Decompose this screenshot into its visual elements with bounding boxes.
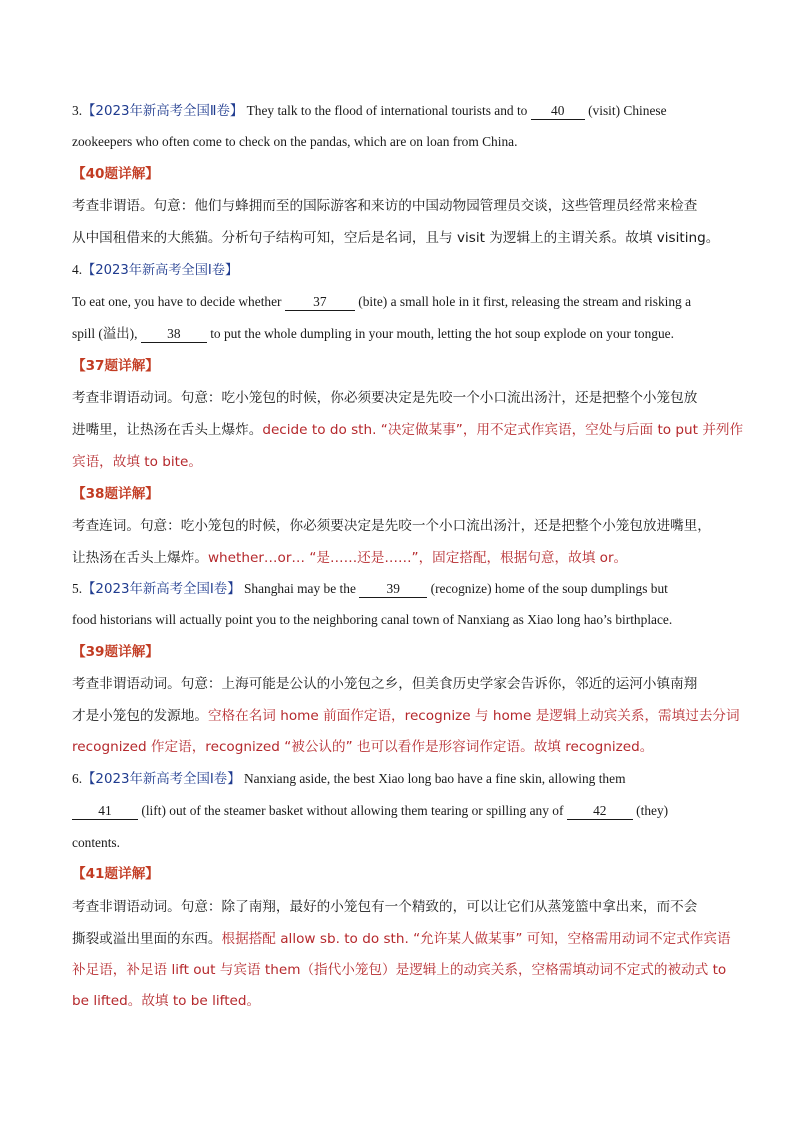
explanation-41-line-3: 补足语，补足语 lift out 与宾语 them（指代小笼包）是逻辑上的动宾关系，空格需填动词不定式的被动式 to <box>72 962 727 978</box>
q4-line-2: spill (溢出), 38 to put the whole dumpling in your mouth, letting the hot soup explode on your tongue. <box>72 326 674 341</box>
q3-line-1 <box>72 101 724 122</box>
q6-line-3: contents. <box>72 835 120 850</box>
question-number: 6. <box>72 771 83 786</box>
q3-line-2: zookeepers who often come to check on the pandas, which are on loan from China. <box>72 134 518 149</box>
answer-blank-39[interactable]: 39 <box>359 581 427 598</box>
q4-heading <box>72 260 724 281</box>
question-text: (visit) Chinese <box>588 103 667 118</box>
explanation-heading-37: 【37题详解】 <box>72 358 159 374</box>
source-tag: 【2023年新高考全国Ⅰ卷】 <box>82 582 241 597</box>
q5-line-1: 5.【2023年新高考全国Ⅰ卷】 Shanghai may be the 39 (recognize) home of the soup dumplings but <box>72 581 668 597</box>
explanation-39-line-1: 考查非谓语动词。句意：上海可能是公认的小笼包之乡，但美食历史学家会告诉你，邻近的运河小镇南翔 <box>72 676 698 692</box>
explanation-heading-38: 【38题详解】 <box>72 486 159 502</box>
q5-line-2: food historians will actually point you to the neighboring canal town of Nanxiang as Xiao long hao’s birthplace. <box>72 612 673 627</box>
answer-blank-42[interactable]: 42 <box>567 803 633 820</box>
source-tag: 【2023年新高考全国Ⅰ卷】 <box>82 263 239 278</box>
q4-line-1: To eat one, you have to decide whether 37 (bite) a small hole in it first, releasing the stream and risking a <box>72 294 692 309</box>
explanation-41-line-1: 考查非谓语动词。句意：除了南翔，最好的小笼包有一个精致的，可以让它们从蒸笼篮中拿出来，而不会 <box>72 899 698 915</box>
explanation-heading-41: 【41题详解】 <box>72 866 159 882</box>
explanation-41-line-4: be lifted。故填 to be lifted。 <box>72 993 261 1009</box>
explanation-37-line-1: 考查非谓语动词。句意：吃小笼包的时候，你必须要决定是先咬一个小口流出汤汁，还是把整个小笼包放 <box>72 390 698 406</box>
explanation-40-line-1: 考查非谓语。句意：他们与蜂拥而至的国际游客和来访的中国动物园管理员交谈，这些管理员经常来检查 <box>72 198 698 214</box>
explanation-37-line-2: 进嘴里，让热汤在舌头上爆炸。decide to do sth. “决定做某事”，用不定式作宾语，空处与后面 to put 并列作 <box>72 422 744 438</box>
answer-blank-40[interactable]: 40 <box>531 103 585 120</box>
question-number: 3. <box>72 103 83 118</box>
question-text: They talk to the flood of international tourists and to <box>246 103 528 118</box>
answer-blank-41[interactable]: 41 <box>72 803 138 820</box>
question-number: 4. <box>72 262 83 277</box>
q6-line-1: 6.【2023年新高考全国Ⅰ卷】 Nanxiang aside, the best Xiao long bao have a fine skin, allowing them <box>72 771 626 787</box>
explanation-40-line-2: 从中国租借来的大熊猫。分析句子结构可知，空后是名词，且与 visit 为逻辑上的主谓关系。故填 visiting。 <box>72 230 720 246</box>
answer-blank-38[interactable]: 38 <box>141 326 207 343</box>
source-tag: 【2023年新高考全国Ⅱ卷】 <box>82 104 244 119</box>
question-number: 5. <box>72 581 83 596</box>
explanation-heading-39: 【39题详解】 <box>72 644 159 660</box>
source-tag: 【2023年新高考全国Ⅰ卷】 <box>82 772 241 787</box>
explanation-38-line-2: 让热汤在舌头上爆炸。whether…or… “是……还是……”，固定搭配，根据句意，故填 or。 <box>72 550 628 566</box>
explanation-39-line-3: recognized 作定语，recognized “被公认的” 也可以看作是形容词作定语。故填 recognized。 <box>72 739 654 755</box>
explanation-38-line-1: 考查连词。句意：吃小笼包的时候，你必须要决定是先咬一个小口流出汤汁，还是把整个小笼包放进嘴里， <box>72 518 711 534</box>
q6-line-2: 41 (lift) out of the steamer basket without allowing them tearing or spilling any of 42 (they) <box>72 801 724 821</box>
explanation-39-line-2: 才是小笼包的发源地。空格在名词 home 前面作定语，recognize 与 home 是逻辑上动宾关系，需填过去分词 <box>72 708 740 724</box>
explanation-heading-40: 【40题详解】 <box>72 166 159 182</box>
answer-blank-37[interactable]: 37 <box>285 294 355 311</box>
explanation-41-line-2: 撕裂或溢出里面的东西。根据搭配 allow sb. to do sth. “允许某人做某事” 可知，空格需用动词不定式作宾语 <box>72 931 731 947</box>
explanation-37-line-3: 宾语，故填 to bite。 <box>72 454 202 470</box>
